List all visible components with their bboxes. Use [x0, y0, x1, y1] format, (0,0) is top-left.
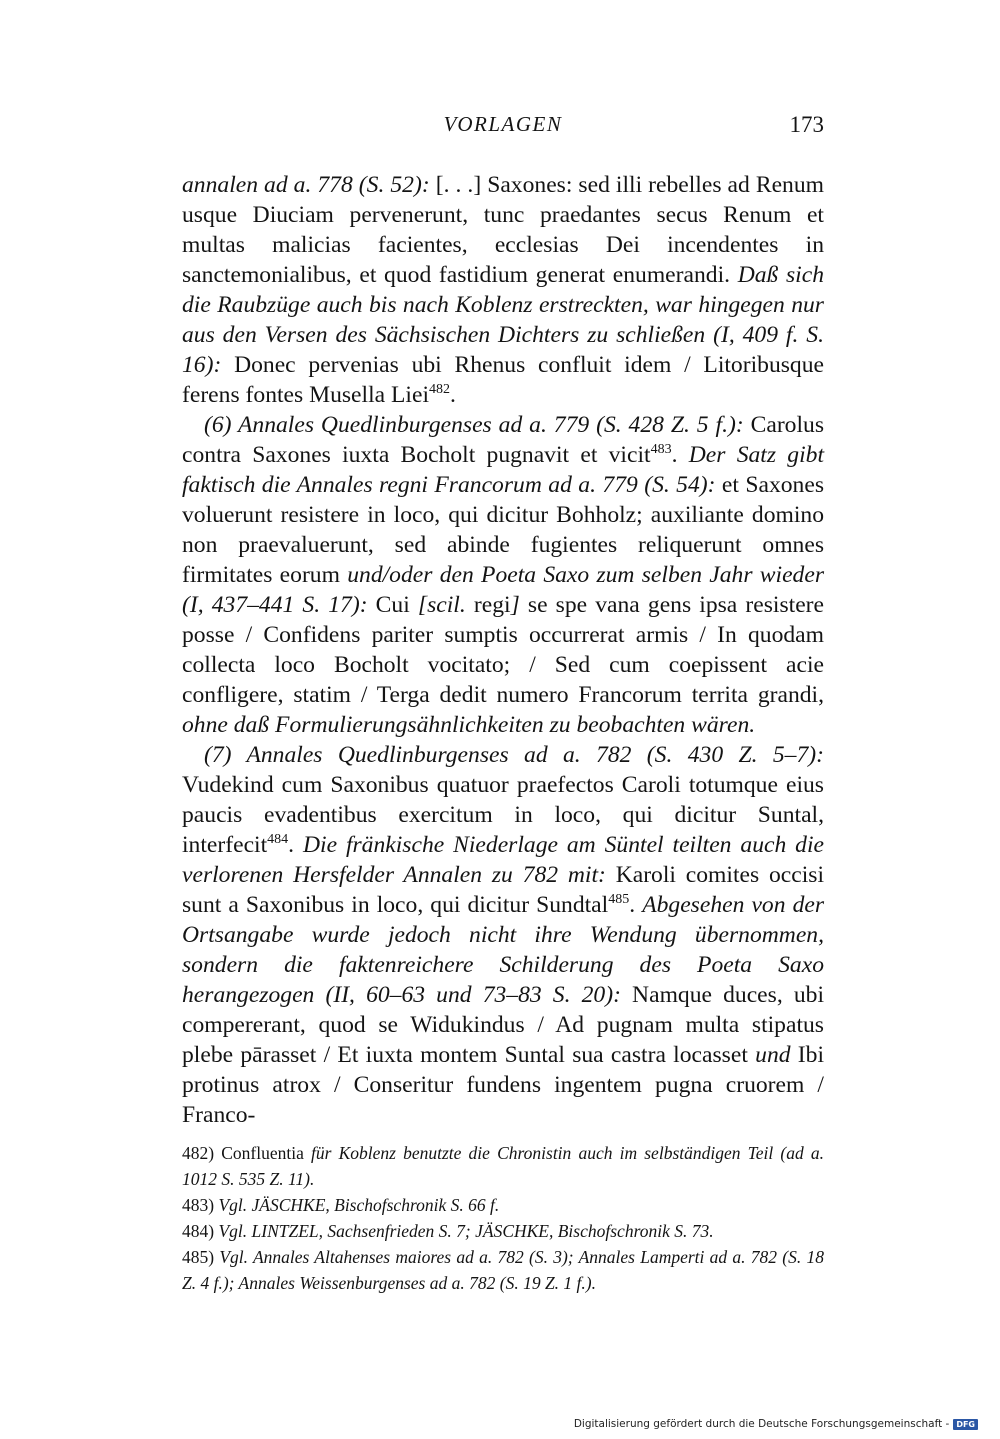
- paragraph-3: [182, 740, 824, 1130]
- footnote-485: [182, 1244, 824, 1296]
- text-span: .: [288, 832, 303, 858]
- text-span: regi: [465, 592, 511, 618]
- digitization-credit: [574, 1418, 978, 1430]
- running-header: [182, 112, 824, 148]
- footnote-484: [182, 1218, 824, 1244]
- main-text: [182, 170, 824, 1130]
- text-span: Cui: [367, 592, 418, 618]
- text-span: Vgl. Annales Altahenses maiores ad a. 782 (S. 3); Annales Lamperti ad a. 782 (S. 18 Z. 4 f.); Annales Weissenburgenses ad a. 782 (S. 19 Z. 1 f.).: [182, 1247, 825, 1293]
- text-span: Abgesehen von der Ortsangabe wurde jedoch nicht ihre Wendung übernommen, sondern die faktenreichere Schilderung des Poeta Saxo herangezogen (II, 60–63 und 73–83 S. 20):: [182, 892, 825, 1008]
- footnote-ref-484[interactable]: 484: [267, 832, 289, 847]
- text-span: Der Satz gibt faktisch die Annales regni Francorum ad a. 779 (S. 54):: [182, 442, 824, 498]
- text-span: Donec pervenias ubi Rhenus confluit idem / Litoribusque ferens fontes Musella Liei: [182, 352, 824, 408]
- footnote-ref-483[interactable]: 483: [650, 442, 672, 457]
- footnote-483: [182, 1192, 824, 1218]
- footnote-ref-482[interactable]: 482: [429, 382, 450, 397]
- text-span: und: [755, 1042, 791, 1068]
- text-span: [. . .] Saxones: sed illi rebelles ad Renum usque Diuciam pervenerunt, tunc praedantes secus Renum et multas malicias facientes, ecclesias Dei incendentes in sanctemonialibus, et quod fastidium generat enumerandi.: [182, 172, 824, 288]
- paragraph-2: [182, 410, 824, 740]
- credit-text: Digitalisierung gefördert durch die Deutsche Forschungsgemeinschaft -: [573, 1418, 950, 1430]
- text-span: (7) Annales Quedlinburgenses ad a. 782 (S. 430 Z. 5–7):: [204, 742, 824, 768]
- footnote-number: 485): [182, 1247, 215, 1267]
- footnote-number: 483): [182, 1195, 215, 1215]
- footnotes: [182, 1140, 824, 1296]
- text-span: .: [450, 382, 456, 408]
- text-span: (6) Annales Quedlinburgenses ad a. 779 (S. 428 Z. 5 f.):: [204, 412, 744, 438]
- footnote-number: 482): [182, 1143, 215, 1163]
- text-span: .: [629, 892, 643, 918]
- text-span: ohne daß Formulierungsähnlichkeiten zu beobachten wären.: [182, 712, 756, 738]
- text-span: Ibi protinus atrox / Conseritur fundens ingentem pugna cruorem / Franco-: [182, 1042, 824, 1128]
- paragraph-1: [182, 170, 824, 410]
- text-span: Carolus contra Saxones iuxta Bocholt pugnavit et vicit: [182, 412, 825, 468]
- footnote-ref-485[interactable]: 485: [608, 892, 630, 907]
- text-span: Vgl. LINTZEL, Sachsenfrieden S. 7; JÄSCHKE, Bischofschronik S. 73.: [218, 1221, 714, 1241]
- footnote-482: [182, 1140, 824, 1192]
- text-span: se spe vana gens ipsa resistere posse / Confidens pariter sumptis occurrerat armis / In quodam collecta loco Bocholt vocitato; / Sed cum coepissent acie confligere, statim / Terga dedit numero Francorum territa grandi,: [182, 592, 824, 708]
- text-span: Confluentia: [214, 1143, 311, 1163]
- text-span: [scil.: [417, 592, 466, 618]
- text-span: Karoli comites occisi sunt a Saxonibus in loco, qui dicitur Sundtal: [182, 862, 825, 918]
- text-span: Die fränkische Niederlage am Süntel teilten auch die verlorenen Hersfelder Annalen zu 782 mit:: [182, 832, 824, 888]
- running-title: VORLAGEN: [443, 112, 563, 136]
- text-span: und/oder den Poeta Saxo zum selben Jahr wieder (I, 437–441 S. 17):: [182, 562, 825, 618]
- text-span: Namque duces, ubi compererant, quod se Widukindus / Ad pugnam multa stipatus plebe pārasset / Et iuxta montem Suntal sua castra locasset: [182, 982, 824, 1068]
- text-span: ]: [510, 592, 520, 618]
- text-span: für Koblenz benutzte die Chronistin auch im selbständigen Teil (ad a. 1012 S. 535 Z. 11).: [182, 1143, 825, 1189]
- page-number: 173: [789, 112, 824, 137]
- text-span: et Saxones voluerunt resistere in loco, qui dicitur Bohholz; auxiliante domino non praevaluerunt, sed abinde fugientes reliquerunt omnes firmitates eorum: [182, 472, 824, 588]
- dfg-logo: DFG: [953, 1419, 978, 1430]
- text-span: Daß sich die Raubzüge auch bis nach Koblenz erstreckten, war hingegen nur aus den Versen des Sächsischen Dichters zu schließen (I, 409 f. S. 16):: [182, 262, 825, 378]
- footnote-number: 484): [182, 1221, 215, 1241]
- text-span: Vudekind cum Saxonibus quatuor praefectos Caroli totumque eius paucis evadentibus exercitum in loco, qui dicitur Suntal, interfecit: [182, 772, 824, 858]
- text-span: Vgl. JÄSCHKE, Bischofschronik S. 66 f.: [218, 1195, 500, 1215]
- text-span: annalen ad a. 778 (S. 52):: [182, 172, 430, 198]
- text-span: .: [671, 442, 689, 468]
